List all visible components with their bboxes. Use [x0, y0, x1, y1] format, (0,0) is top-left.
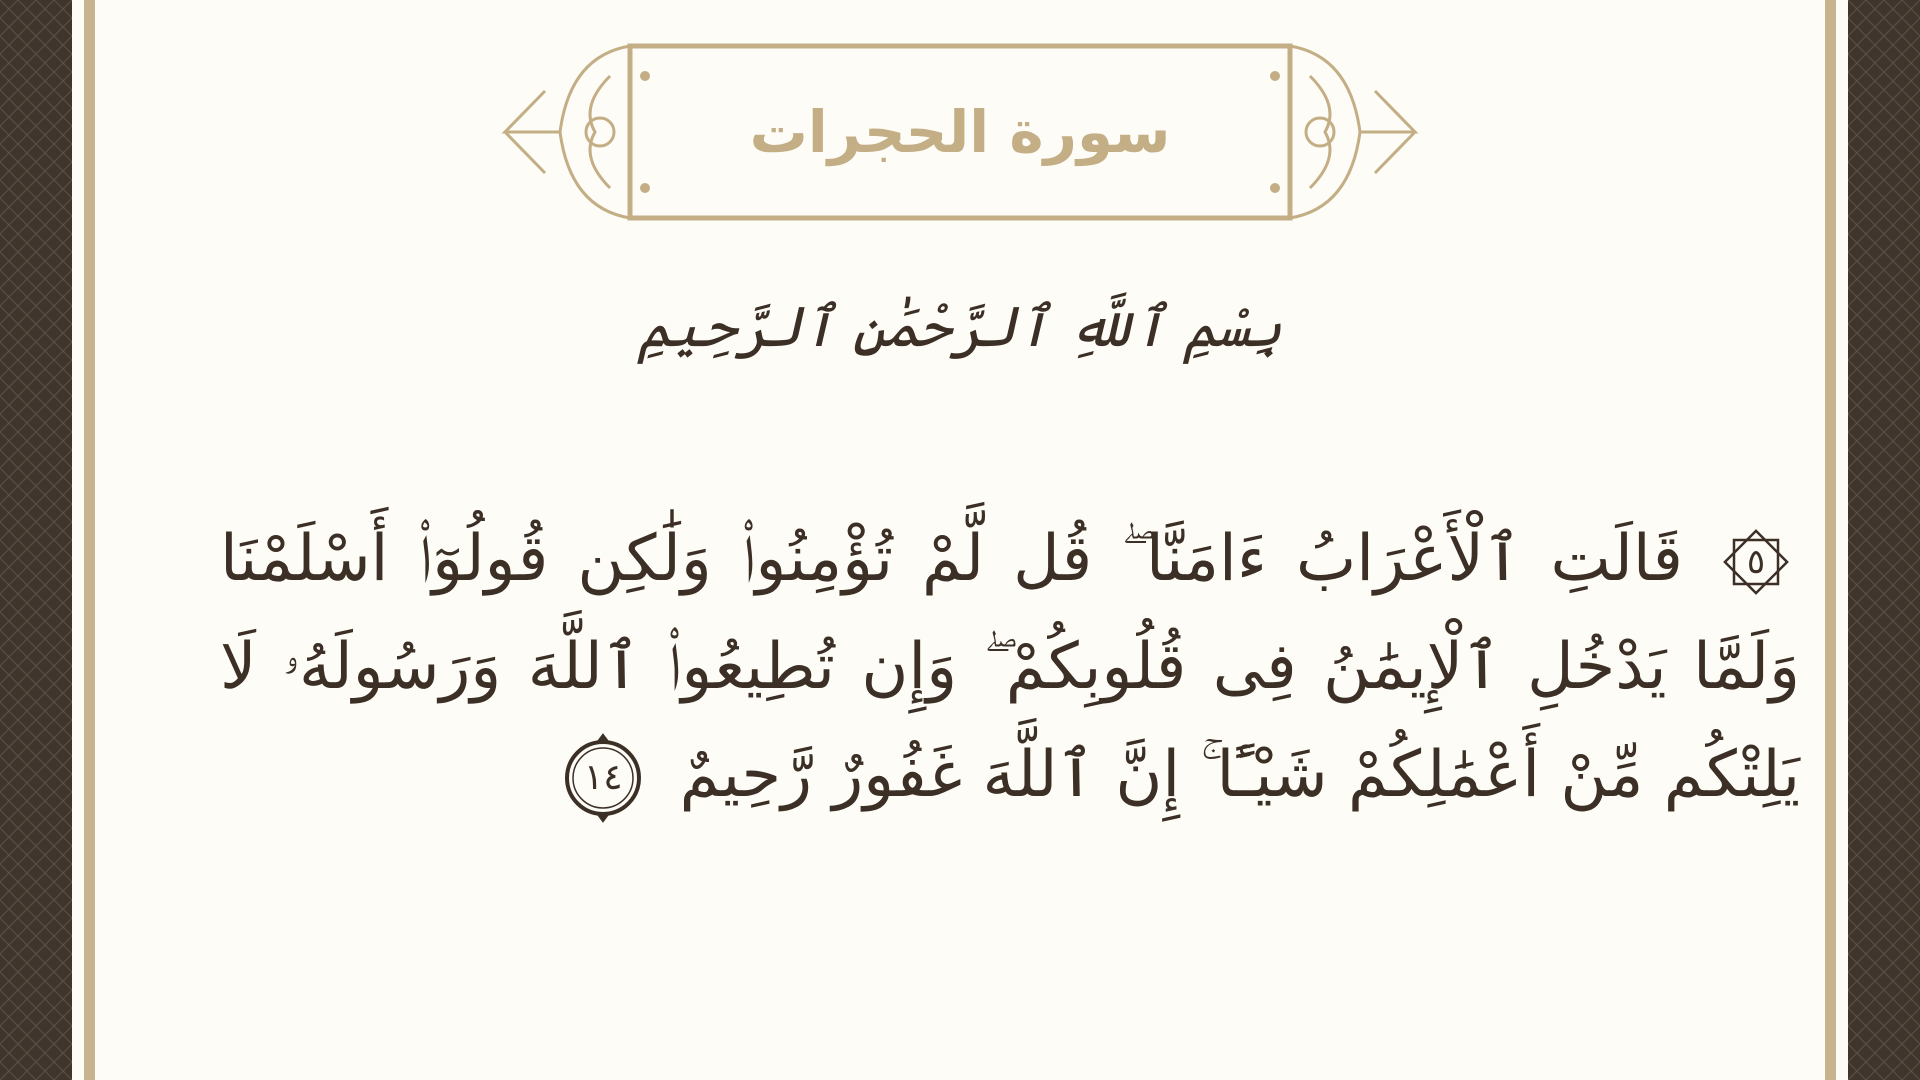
basmala: بِسْمِ ٱللَّهِ ٱلرَّحْمَٰنِ ٱلرَّحِيمِ [637, 295, 1283, 360]
geometric-pattern [1848, 0, 1920, 1080]
verse-block [220, 505, 1800, 829]
surah-header-frame [500, 36, 1420, 228]
hizb-number: ٥ [1746, 542, 1766, 583]
surah-title: سورة الحجرات [749, 98, 1171, 166]
verse-text: قَالَتِ ٱلْأَعْرَابُ ءَامَنَّا ۖ قُل لَّمْ تُؤْمِنُوا۟ وَلَٰكِن قُولُوٓا۟ أَسْلَمْنَا وَلَمَّا يَدْخُلِ ٱلْإِيمَٰنُ فِى قُلُوبِكُمْ ۖ وَإِن تُطِيعُوا۟ ٱللَّهَ وَرَسُولَهُۥ لَا يَلِتْكُم مِّنْ أَعْمَٰلِكُمْ شَيْـًٔا ۚ إِنَّ ٱللَّهَ غَفُورٌ رَّحِيمٌ [220, 522, 1800, 812]
geometric-pattern [0, 0, 72, 1080]
ayah-end-marker [557, 732, 649, 824]
left-ornamental-border [0, 0, 72, 1080]
hizb-marker [1720, 526, 1792, 598]
ayah-number: ١٤ [583, 757, 623, 799]
right-gold-rule [1825, 0, 1836, 1080]
right-ornamental-border [1848, 0, 1920, 1080]
left-gold-rule [84, 0, 95, 1080]
